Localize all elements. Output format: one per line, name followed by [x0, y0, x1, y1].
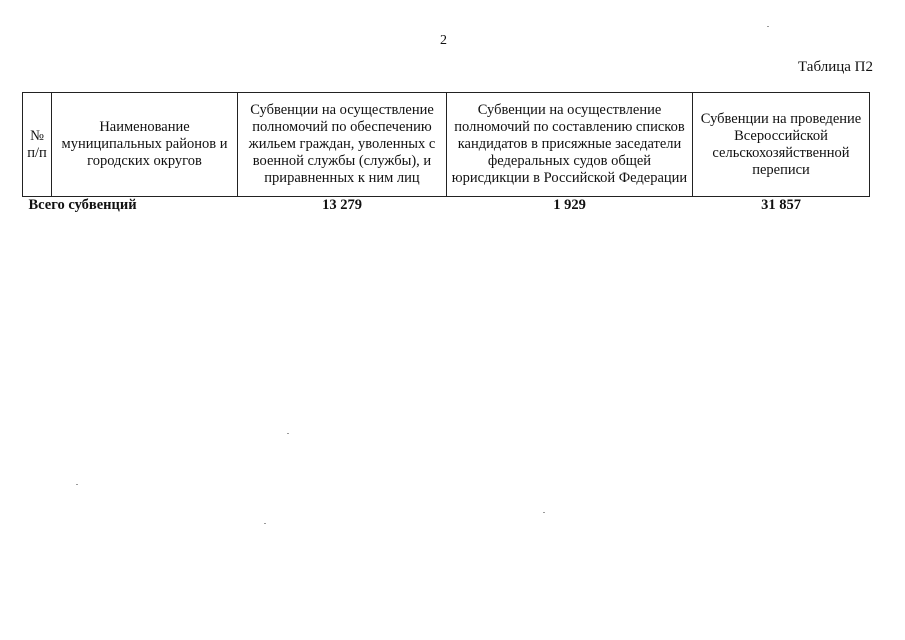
scan-speck [76, 484, 78, 485]
table-header-row [23, 93, 870, 197]
total-label: Всего субвенций [28, 197, 137, 213]
table-label: Таблица П2 [798, 59, 873, 75]
header-row-number: № п/п [23, 93, 52, 197]
header-jurors-subvention: Субвенции на осуществление полномочий по составлению списков кандидатов в присяжные заседатели федеральных судов общей юрисдикции в Российской Федерации [447, 93, 693, 197]
scan-speck [287, 433, 289, 434]
subventions-table [22, 92, 870, 215]
scan-speck [264, 523, 266, 524]
scan-speck [543, 512, 545, 513]
total-jurors-value: 1 929 [553, 197, 586, 213]
header-housing-subvention: Субвенции на осуществление полномочий по обеспечению жильем граждан, уволенных с военной службы (службы), и приравненных к ним лиц [238, 93, 447, 197]
total-housing-value: 13 279 [322, 197, 362, 213]
total-census-value: 31 857 [761, 197, 801, 213]
page-number: 2 [440, 33, 447, 48]
total-row [23, 197, 870, 216]
scan-speck [767, 26, 769, 27]
header-census-subvention: Субвенции на проведение Всероссийской сельскохозяйственной переписи [693, 93, 870, 197]
header-municipality-name: Наименование муниципальных районов и городских округов [52, 93, 238, 197]
